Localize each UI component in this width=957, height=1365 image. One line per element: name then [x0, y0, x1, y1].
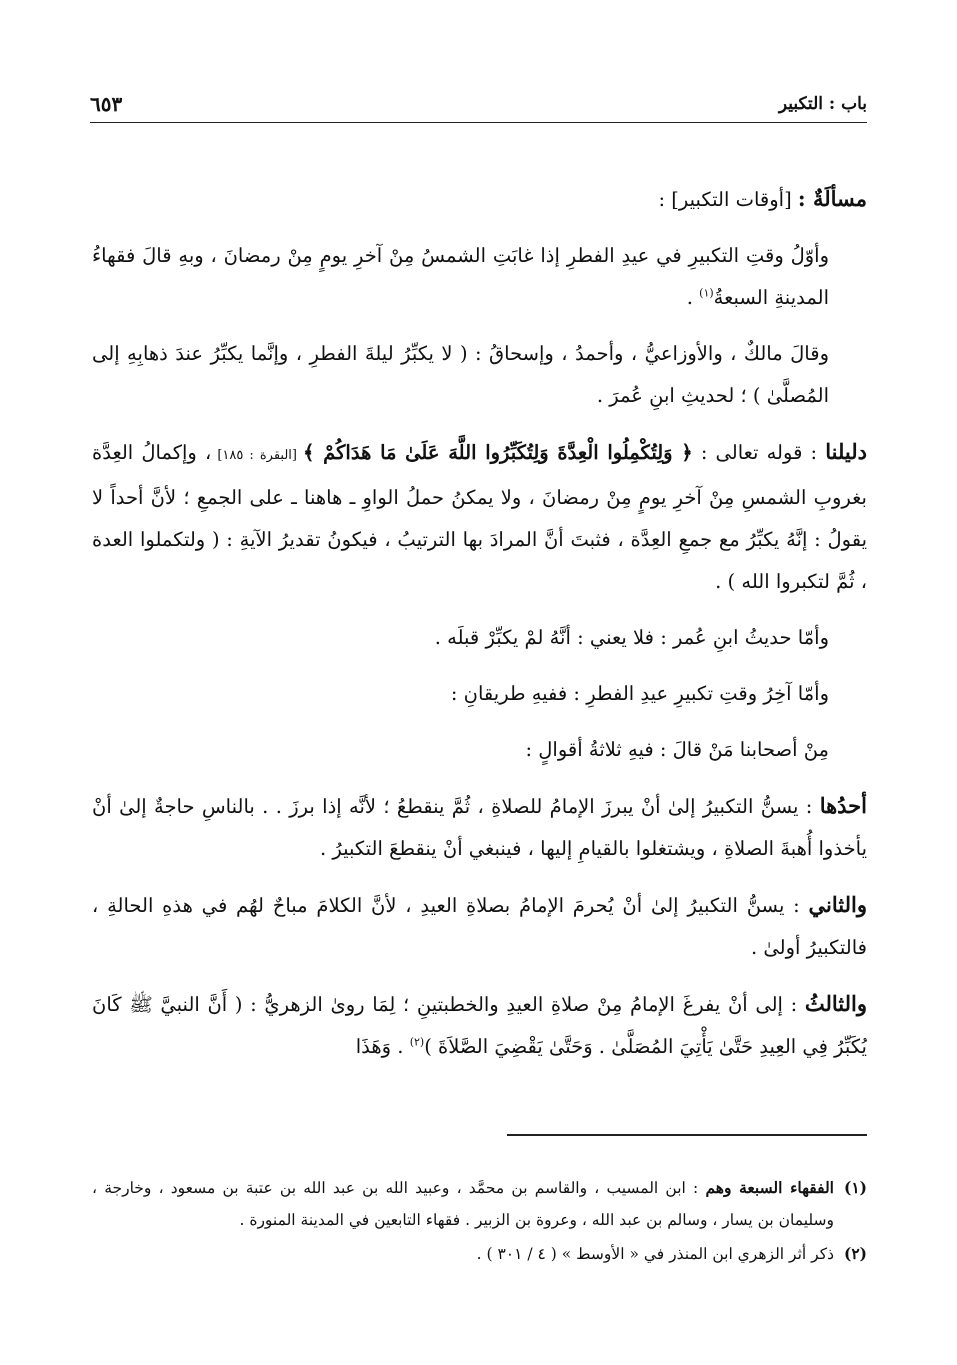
footnote-2	[92, 1238, 867, 1270]
paragraph-9-text: : إلى أنْ يفرغَ الإمامُ مِنْ صلاةِ العيدِ والخطبتينِ ؛ لِمَا روىٰ الزهريُّ : ( أَنَّ النبيَّ ﷺ كَانَ يُكَبِّرُ فِي العِيدِ حَتَّىٰ يَأْتِيَ المُصَلَّىٰ . وَحَتَّىٰ يَقْضِيَ الصَّلاَةَ )	[92, 993, 867, 1058]
paragraph-8	[92, 884, 867, 969]
footnote-number: (٢)	[843, 1244, 867, 1263]
paragraph-1-text: وأوّلُ وقتِ التكبيرِ في عيدِ الفطرِ إذا غابَتِ الشمسُ مِنْ آخرِ يومٍ مِنْ رمضانَ ، وبهِ قالَ فقهاءُ المدينةِ السبعةُ	[92, 244, 829, 309]
paragraph-3-text: ، وإكمالُ العِدَّة بغروبِ الشمسِ مِنْ آخرِ يومٍ مِنْ رمضانَ ، ولا يمكنُ حملُ الواوِ ـ هاهنا ـ على الجمعِ ؛ لأنَّ أحداً لا يقولُ : إنَّهُ يكبِّرُ مع جمعِ العِدَّة ، فثبتَ أنَّ المرادَ بها الترتيبُ ، فيكونُ تقديرُ الآيةِ : ( ولتكملوا العدة ، ثُمَّ لتكبروا الله ) .	[92, 441, 867, 593]
paragraph-9-end: . وَهَذَا	[355, 1035, 410, 1058]
verse-reference: [البقرة : ١٨٥]	[211, 448, 304, 463]
second-view-label: والثاني	[808, 892, 867, 917]
paragraph-5: وأمّا آخِرُ وقتِ تكبيرِ عيدِ الفطرِ : ففيهِ طريقانِ :	[450, 682, 829, 705]
running-head: باب : التكبير	[778, 94, 867, 114]
quran-verse: ﴿ وَلِتُكْمِلُوا الْعِدَّةَ وَلِتُكَبِّرُوا اللَّهَ عَلَىٰ مَا هَدَاكُمْ ﴾	[303, 441, 693, 464]
paragraph-8-text: : يسنُّ التكبيرُ إلىٰ أنْ يُحرمَ الإمامُ بصلاةِ العيدِ ، لأنَّ الكلامَ مباحٌ لهُم في هذهِ الحالةِ ، فالتكبيرُ أولىٰ .	[92, 894, 867, 959]
paragraph-7-text: : يسنُّ التكبيرُ إلىٰ أنْ يبرزَ الإمامُ للصلاةِ ، ثُمَّ ينقطعُ ؛ لأنَّه إذا برزَ . . بالناسِ حاجةٌ إلىٰ أنْ يأخذوا أُهبةَ الصلاةِ ، ويشتغلوا بالقيامِ إليها ، فينبغي أنْ ينقطعَ التكبيرُ .	[92, 795, 867, 860]
footnote-1	[92, 1172, 867, 1236]
paragraph-2: وقالَ مالكٌ ، والأوزاعيُّ ، وأحمدُ ، وإسحاقُ : ( لا يكبِّرُ ليلةَ الفطرِ ، وإنَّما يكبِّرُ عندَ ذهابِهِ إلى المُصلَّىٰ ) ؛ لحديثِ ابنِ عُمرَ .	[92, 342, 829, 407]
paragraph-6: مِنْ أصحابنا مَنْ قالَ : فيهِ ثلاثةُ أقوالٍ :	[525, 738, 829, 761]
footnote-body: ذكر أثر الزهري ابن المنذر في « الأوسط » ( ٤ / ٣٠١ ) .	[476, 1245, 834, 1263]
masala-label: مسألَةٌ :	[797, 186, 867, 211]
footnote-text	[92, 1172, 834, 1236]
footnote-ref-1[interactable]: (١)	[699, 286, 714, 300]
footnote-ref-2[interactable]: (٢)	[409, 1035, 425, 1049]
page-number: ٦٥٣	[90, 92, 123, 116]
footnote-body: : ابن المسيب ، والقاسم بن محمَّد ، وعبيد الله بن عبد الله بن عتبة بن مسعود ، وخارجة ، وسليمان بن يسار ، وسالم بن عبد الله ، وعروة بن الزبير . فقهاء التابعين في المدينة المنورة .	[92, 1179, 834, 1229]
paragraph-3	[92, 431, 867, 603]
paragraph-7	[92, 785, 867, 870]
paragraph-1	[92, 235, 867, 319]
paragraph-1-end: .	[686, 286, 700, 309]
masala-heading	[92, 178, 867, 221]
paragraph-9	[92, 983, 867, 1068]
footnotes	[92, 1172, 867, 1272]
dalil-intro: : قوله تعالى :	[692, 441, 826, 464]
footnote-lead: الفقهاء السبعة وهم	[705, 1178, 834, 1197]
footnote-number: (١)	[843, 1178, 867, 1197]
paragraph-4: وأمّا حديثُ ابنِ عُمر : فلا يعني : أنَّهُ لمْ يكبِّرْ قبلَه .	[434, 626, 829, 649]
main-text	[92, 178, 867, 1082]
footnote-divider	[507, 1134, 867, 1136]
footnote-text	[92, 1238, 834, 1270]
page-header	[90, 86, 867, 123]
masala-title: [أوقات التكبير] :	[658, 188, 792, 211]
dalil-label: دليلنا	[825, 439, 867, 464]
first-view-label: أحدُها	[819, 793, 867, 818]
third-view-label: والثالثُ	[804, 991, 867, 1016]
